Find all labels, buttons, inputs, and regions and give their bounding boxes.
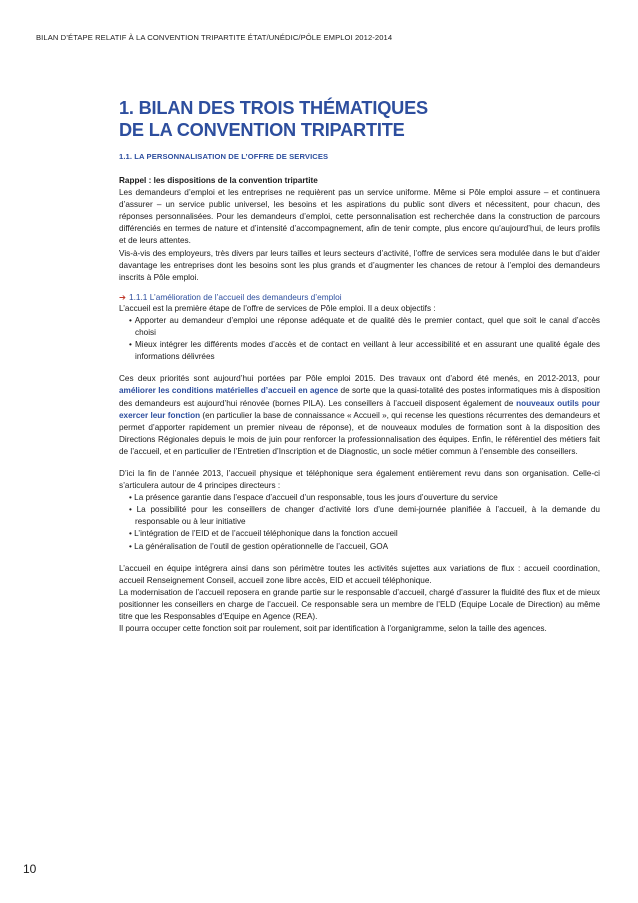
- accueil-intro: L’accueil est la première étape de l’offre de services de Pôle emploi. Il a deux objectifs :: [119, 303, 436, 313]
- page-title: [119, 97, 600, 141]
- text-run: Ces deux priorités sont aujourd’hui portées par Pôle emploi 2015. Des travaux ont d’abord été menés, en 2012-2013, pour: [119, 374, 600, 384]
- highlight-conditions: améliorer les conditions matérielles d’accueil en agence: [119, 386, 339, 396]
- list-item: • La généralisation de l’outil de gestion opérationnelle de l’accueil, GOA: [129, 541, 600, 553]
- rappel-paragraph-1: Les demandeurs d’emploi et les entreprises ne requièrent pas un service uniforme. Même si Pôle emploi assure – et continuera d’assurer – un service public universel, les besoins et les aspirations du public sont divers et nécessitent, pour chacun, des réponses personnalisées. Pour les demandeurs d’emploi, cette personnalisation est recherchée dans la construction de parcours différenciés en termes de nature et d’intensité d’accompagnement, afin de tenir compte, plus encore qu’aujourd’hui, de leurs profils et de leurs attentes.: [119, 188, 600, 246]
- text-run: (en particulier la base de connaissance « Accueil », qui recense les questions récurrentes des demandeurs et permet d’apporter rapidement un premier niveau de réponse), et de nouveaux modules de formation sont à la disposition des Directions Régionales depuis le mois de juin pour renforcer la professionnalisation des équipes. Enfin, le référentiel des métiers fait de l’accueil, et en particulier de l’Entretien d’Inscription et de Diagnostic, un socle métier commun à l’ensemble des conseillers.: [119, 410, 600, 456]
- subsection-heading: [119, 291, 600, 303]
- priorities-paragraph: [119, 373, 600, 458]
- list-item: • Mieux intégrer les différents modes d’accès et de contact en veillant à leur accessibilité et en assurant une qualité égale des informations délivrées: [129, 339, 600, 363]
- section-heading: 1.1. LA PERSONNALISATION DE L’OFFRE DE SERVICES: [119, 152, 329, 161]
- list-item: • La possibilité pour les conseillers de changer d’activité lors d’une demi-journée planifiée à l’accueil, à la demande du responsable ou à leur initiative: [129, 504, 600, 528]
- list-item: • L’intégration de l’EID et de l’accueil téléphonique dans la fonction accueil: [129, 528, 600, 540]
- subsection-title: 1.1.1 L’amélioration de l’accueil des demandeurs d’emploi: [128, 291, 342, 302]
- running-header: BILAN D’ÉTAPE RELATIF À LA CONVENTION TRIPARTITE ÉTAT/UNÉDIC/PÔLE EMPLOI 2012-2014: [36, 33, 393, 42]
- objectives-list: [119, 315, 600, 363]
- modernisation-paragraph: La modernisation de l’accueil reposera en grande partie sur le responsable d’accueil, chargé d’assurer la fluidité des flux et de mieux positionner les conseillers en charge de l’accueil. Ce responsable sera un membre de l’ELD (Equipe Locale de Direction) au même titre que les Responsables d’Equipe en Agence (REA).: [119, 587, 600, 621]
- rappel-paragraph-2: Vis-à-vis des employeurs, très divers par leurs tailles et leurs secteurs d’activité, l’offre de services sera modulée dans le but d’aider davantage les entreprises dont les besoins sont les plus grands et d’augmenter les chances de retour à l’emploi des demandeurs inscrits à Pôle emploi.: [119, 248, 600, 282]
- page-title-line-2: DE LA CONVENTION TRIPARTITE: [119, 120, 405, 140]
- fonction-paragraph: Il pourra occuper cette fonction soit par roulement, soit par identification à l’organigramme, selon la taille des agences.: [119, 624, 547, 634]
- main-content: [119, 97, 600, 635]
- organisation-intro: D’ici la fin de l’année 2013, l’accueil physique et téléphonique sera également entièrement revu dans son organisation. Celle-ci s’articulera autour de 4 principes directeurs :: [119, 468, 600, 491]
- page-number: 10: [23, 862, 37, 876]
- text-run: de sorte que la quasi-totalité des postes informatiques mis à disposition des demandeurs est aujourd’hui rénovée (bornes PILA). Les conseillers à l’accueil disposent également de: [119, 386, 601, 408]
- principles-list: [119, 492, 600, 552]
- accueil-equipe-paragraph: L’accueil en équipe intégrera ainsi dans son périmètre toutes les activités sujettes aux variations de flux : accueil coordination, accueil Renseignement Conseil, accueil zone libre accès, EID et accueil téléphonique.: [119, 563, 600, 585]
- highlight-outils: nouveaux outils pour exercer leur fonction: [119, 398, 600, 420]
- list-item: • Apporter au demandeur d’emploi une réponse adéquate et de qualité dès le premier contact, quel que soit le canal d’accès choisi: [129, 315, 600, 339]
- arrow-right-icon: ➔: [119, 291, 126, 302]
- rappel-title: Rappel : les dispositions de la convention tripartite: [119, 176, 318, 185]
- list-item: • La présence garantie dans l’espace d’accueil d’un responsable, tous les jours d’ouverture du service: [129, 492, 600, 504]
- page-title-line-1: 1. BILAN DES TROIS THÉMATIQUES: [119, 98, 428, 118]
